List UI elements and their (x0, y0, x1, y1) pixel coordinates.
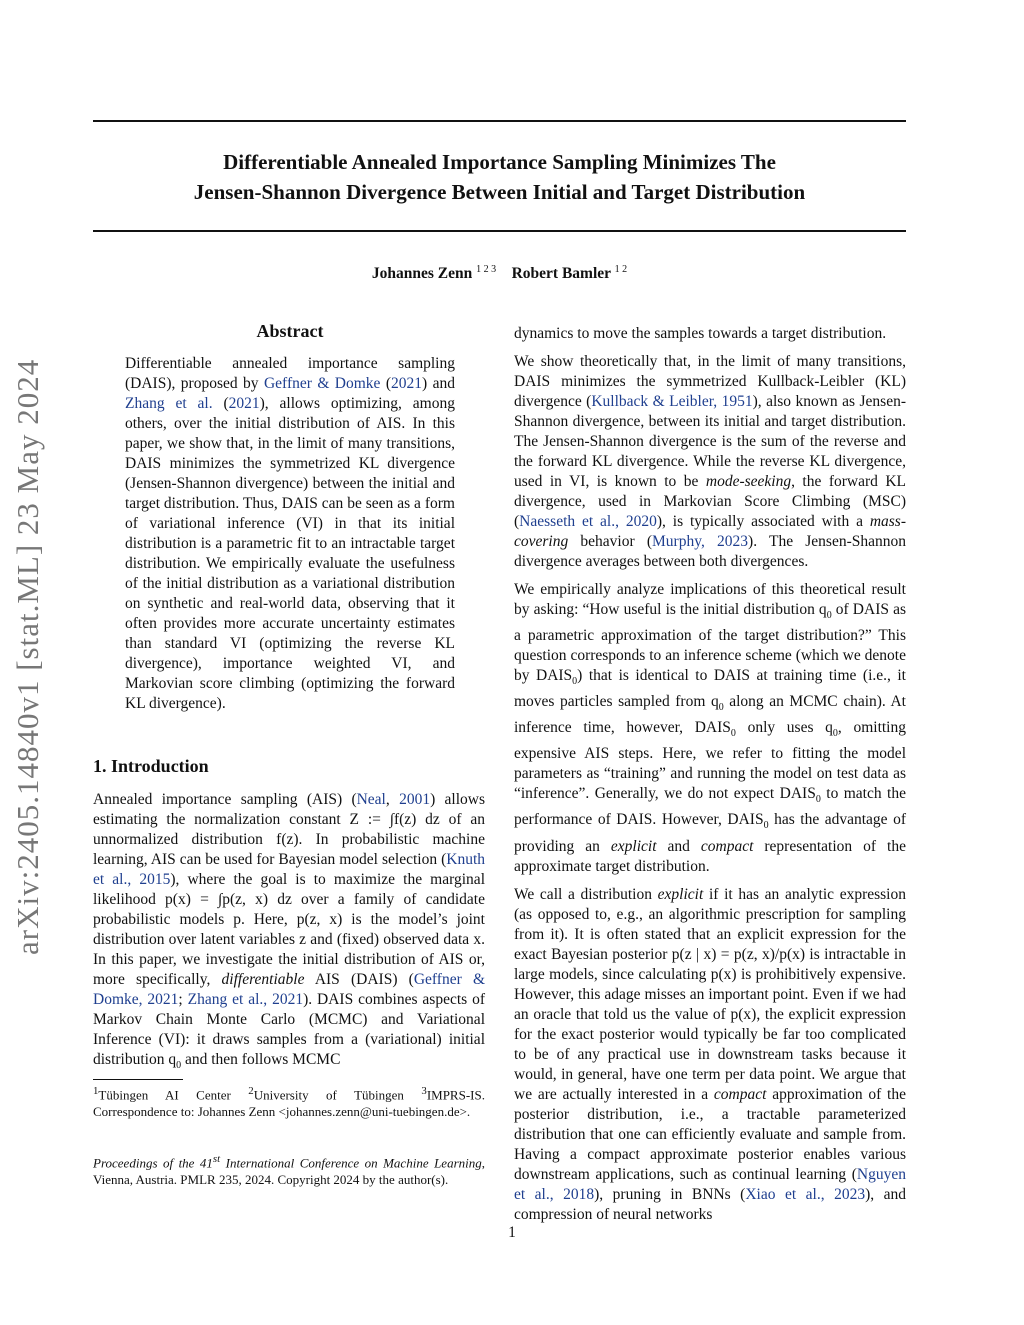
paper-title: Differentiable Annealed Importance Sampling Minimizes The Jensen-Shannon Divergence Between Initial and Target Distribution (193, 150, 806, 204)
page-number: 1 (508, 1224, 516, 1241)
citation-link[interactable]: Zhang et al. (125, 395, 213, 412)
author-name: Robert Bamler (511, 265, 611, 283)
citation-link[interactable]: Knuth et al., 2015 (93, 851, 485, 888)
paragraph: dynamics to move the samples towards a target distribution. (514, 325, 887, 342)
section-heading: 1. Introduction (93, 756, 209, 776)
citation-link[interactable]: Naesseth et al., 2020 (519, 513, 657, 530)
citation-link[interactable]: Nguyen et al., 2018 (514, 1165, 906, 1203)
citation-link[interactable]: 2001 (399, 791, 431, 808)
abstract-paragraph: Differentiable annealed importance sampling (DAIS), proposed by Geffner & Domke (2021) and Zhang et al. (2021), allows optimizing, among others, over the initial distribution of AIS. In this paper, we show that, in the limit of many transitions, DAIS minimizes the symmetrized KL divergence (Jensen-Shannon divergence) between the initial and target distribution. Thus, DAIS can be seen as a form of variational inference (VI) in that its initial distribution is a parametric fit to an intractable target distribution. We empirically evaluate the usefulness of the initial distribution as a variational distribution on synthetic and real-world data, observing that it often provides more accurate uncertainty estimates than standard VI (optimizing the reverse KL divergence), importance weighted VI, and Markovian score climbing (optimizing the forward KL divergence). (125, 355, 455, 712)
right-column (514, 324, 906, 1225)
author-affiliation: 1 2 (614, 264, 628, 275)
abstract-heading: Abstract (256, 321, 324, 341)
intro-body (93, 790, 485, 1076)
citation-link[interactable]: 2021 (391, 375, 423, 392)
author-affiliation: 1 2 3 (476, 264, 497, 275)
citation-link[interactable]: Geffner & Domke, 2021 (93, 971, 486, 1008)
citation-link[interactable]: Murphy, 2023 (652, 533, 749, 550)
citation-link[interactable]: Geffner & Domke (263, 375, 381, 392)
paragraph: We show theoretically that, in the limit of many transitions, DAIS minimizes the symmetrized Kullback-Leibler (KL) divergence (Kullback & Leibler, 1951), also known as Jensen-Shannon divergence, between its initial and target distribution. The Jensen-Shannon divergence is the sum of the reverse and the forward KL divergence. While the reverse KL divergence, used in VI, is known to be mode-seeking, the forward KL divergence, used in Markovian Score Climbing (MSC) (Naesseth et al., 2020), is typically associated with a mass-covering behavior (Murphy, 2023). The Jensen-Shannon divergence averages between both divergences. (514, 353, 907, 570)
author-name: Johannes Zenn (371, 265, 473, 283)
citation-link[interactable]: Kullback & Leibler, 1951 (591, 393, 753, 410)
citation-link[interactable]: Neal (356, 791, 386, 808)
citation-link[interactable]: 2021 (228, 395, 260, 412)
citation-link[interactable]: Zhang et al., 2021 (187, 991, 304, 1008)
author-line (93, 264, 906, 283)
abstract-body (125, 354, 455, 714)
paragraph: We call a distribution explicit if it has an analytic expression (as opposed to, e.g., an algorithmic prescription for sampling from it). It is often stated that an explicit expression for the exact Bayesian posterior p(z | x) = p(z, x)/p(x) is intractable in large models, since calculating p(x) is prohibitively expensive. However, this adage misses an important point. Even if we had an oracle that told us the value of p(x), the explicit expression for the exact posterior would typically be far too complicated to be of any practical use in downstream tasks because it would, in general, have one term per data point. We argue that we are actually interested in a compact approximation of the posterior distribution, i.e., a tractable parameterized distribution that one can efficiently evaluate and sample from. Having a compact approximate posterior enables various downstream applications, such as continual learning (Nguyen et al., 2018), pruning in BNNs (Xiao et al., 2023), and compression of neural networks (514, 885, 907, 1223)
affiliation-footnote: $^1$Tübingen AI Center $^2$University of Tübingen $^3$IMPRS-IS. Correspondence to: Johannes Zenn <johannes.zenn@uni-tuebingen.de>. (93, 1085, 485, 1120)
footnote-rule (93, 1079, 183, 1080)
proceedings-footnote: Proceedings of the 41st International Conference on Machine Learning, Vienna, Austria. PMLR 235, 2024. Copyright 2024 by the author(s). (93, 1153, 485, 1188)
intro-paragraph: Annealed importance sampling (AIS) (Neal, 2001) allows estimating the normalization constant Z := ∫f(z) dz of an unnormalized distribution f(z). In probabilistic machine learning, AIS can be used for Bayesian model selection (Knuth et al., 2015), where the goal is to maximize the marginal likelihood p(x) = ∫p(z, x) dz over a family of candidate probabilistic models p. Here, p(z, x) is the model’s joint distribution over latent variables z and (fixed) observed data x. In this paper, we investigate the initial distribution of AIS or, more specifically, differentiable AIS (DAIS) (Geffner & Domke, 2021; Zhang et al., 2021). DAIS combines aspects of Markov Chain Monte Carlo (MCMC) and Variational Inference (VI): it draws samples from a (variational) initial distribution $q_0$ and then follows MCMC (93, 791, 486, 1072)
paragraph: We empirically analyze implications of this theoretical result by asking: “How useful is the initial distribution $q_0$ of DAIS as a parametric approximation of the target distribution?” This question corresponds to an inference scheme (which we denote by $DAIS_0$) that is identical to DAIS at training time (i.e., it moves particles sampled from $q_0$ along an MCMC chain). At inference time, however, $DAIS_0$ only uses $q_0$, omitting expensive AIS steps. Here, we refer to fitting the model parameters as “training” and running the model on test data as “inference”. Generally, we do not expect $DAIS_0$ to match the performance of DAIS. However, $DAIS_0$ has the advantage of providing an explicit and compact representation of the approximate target distribution. (514, 581, 906, 875)
title-bottom-rule (93, 230, 906, 232)
arxiv-stamp: arXiv:2405.14840v1 [stat.ML] 23 May 2024 (10, 358, 45, 955)
citation-link[interactable]: Xiao et al., 2023 (745, 1185, 866, 1203)
top-rule (93, 120, 906, 122)
